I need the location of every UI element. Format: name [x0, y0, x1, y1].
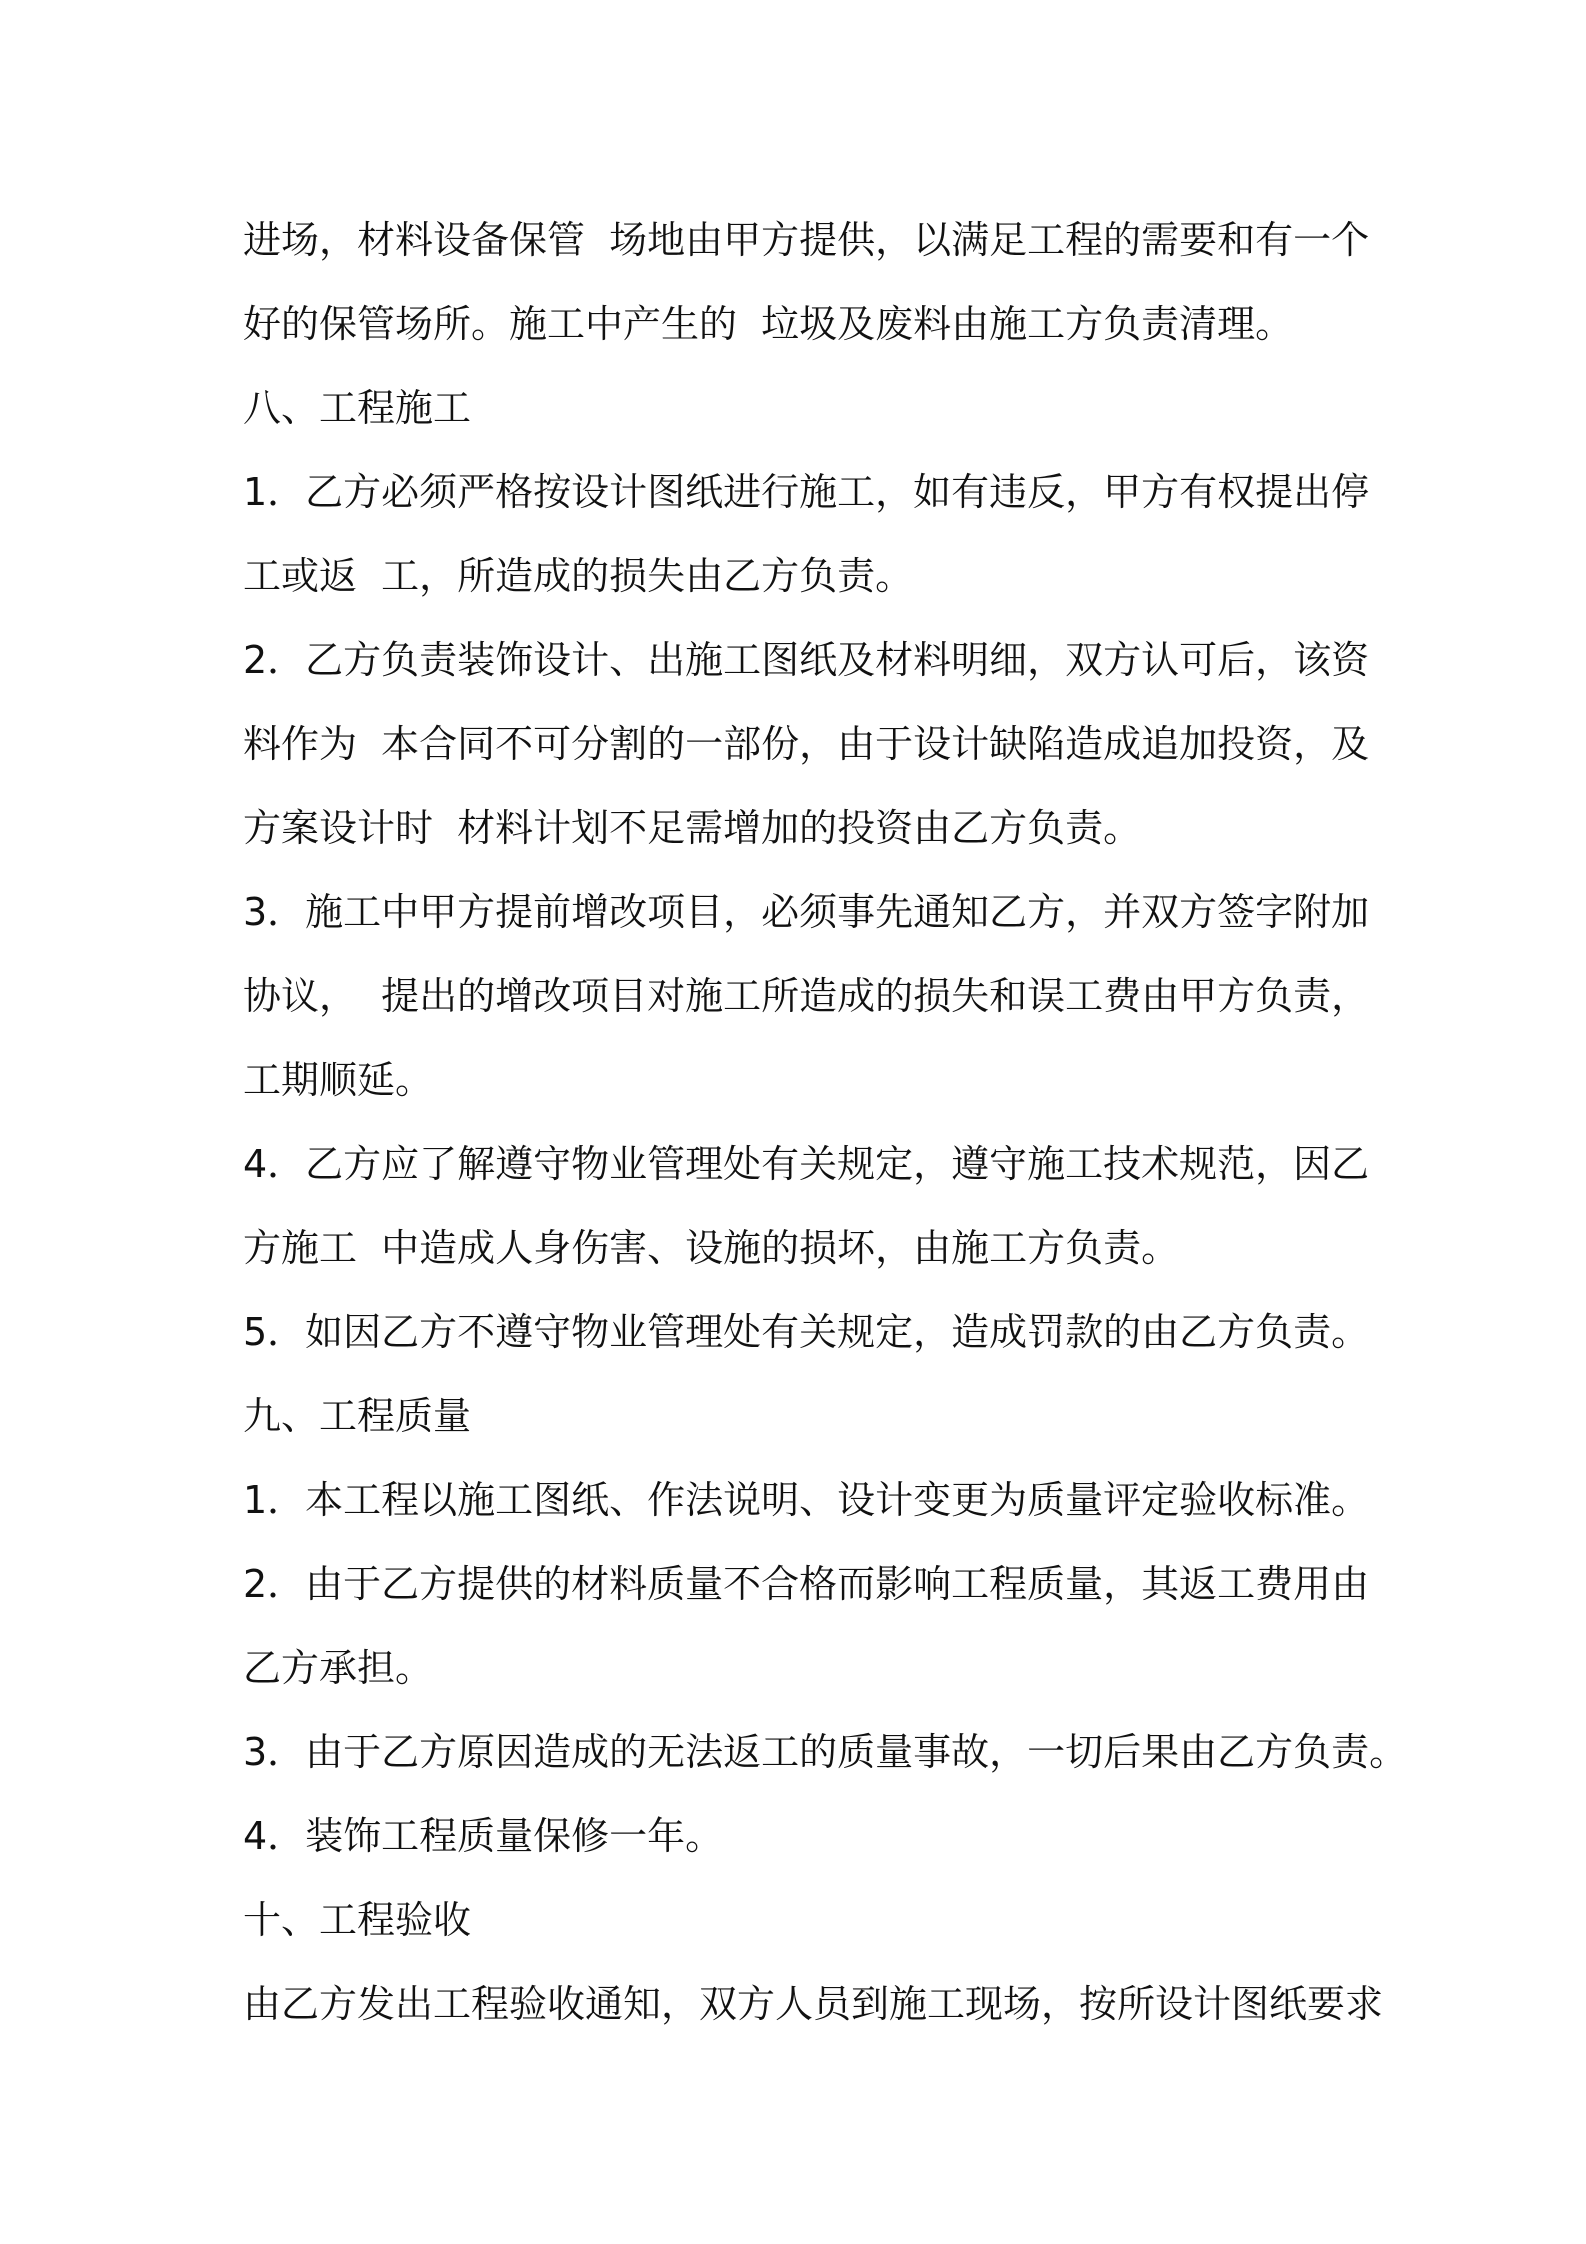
text-line: 1．乙方必须严格按设计图纸进行施工，如有违反，甲方有权提出停 — [243, 470, 1370, 514]
section-heading: 八、工程施工 — [243, 386, 472, 430]
text-line: 3．由于乙方原因造成的无法返工的质量事故，一切后果由乙方负责。 — [243, 1730, 1408, 1774]
text-line: 方施工 中造成人身伤害、设施的损坏，由施工方负责。 — [243, 1226, 1180, 1270]
section-heading: 十、工程验收 — [243, 1898, 472, 1942]
text-line: 1．本工程以施工图纸、作法说明、设计变更为质量评定验收标准。 — [243, 1478, 1370, 1522]
text-line: 乙方承担。 — [243, 1646, 434, 1690]
text-line: 料作为 本合同不可分割的一部份，由于设计缺陷造成追加投资，及 — [243, 722, 1370, 766]
text-line: 进场，材料设备保管 场地由甲方提供，以满足工程的需要和有一个 — [243, 218, 1370, 262]
text-line: 4．乙方应了解遵守物业管理处有关规定，遵守施工技术规范，因乙 — [243, 1142, 1370, 1186]
text-line: 由乙方发出工程验收通知，双方人员到施工现场，按所设计图纸要求 — [243, 1982, 1384, 2026]
text-line: 4．装饰工程质量保修一年。 — [243, 1814, 724, 1858]
text-line: 方案设计时 材料计划不足需增加的投资由乙方负责。 — [243, 806, 1142, 850]
text-line: 协议， 提出的增改项目对施工所造成的损失和误工费由甲方负责， — [243, 974, 1370, 1018]
text-line: 好的保管场所。施工中产生的 垃圾及废料由施工方负责清理。 — [243, 302, 1294, 346]
text-line: 工期顺延。 — [243, 1058, 434, 1102]
text-line: 5．如因乙方不遵守物业管理处有关规定，造成罚款的由乙方负责。 — [243, 1310, 1370, 1354]
text-line: 3．施工中甲方提前增改项目，必须事先通知乙方，并双方签字附加 — [243, 890, 1370, 934]
text-line: 工或返 工，所造成的损失由乙方负责。 — [243, 554, 914, 598]
document-body — [243, 198, 1408, 2046]
section-heading: 九、工程质量 — [243, 1394, 472, 1438]
text-line: 2．由于乙方提供的材料质量不合格而影响工程质量，其返工费用由 — [243, 1562, 1370, 1606]
text-line: 2．乙方负责装饰设计、出施工图纸及材料明细，双方认可后，该资 — [243, 638, 1370, 682]
